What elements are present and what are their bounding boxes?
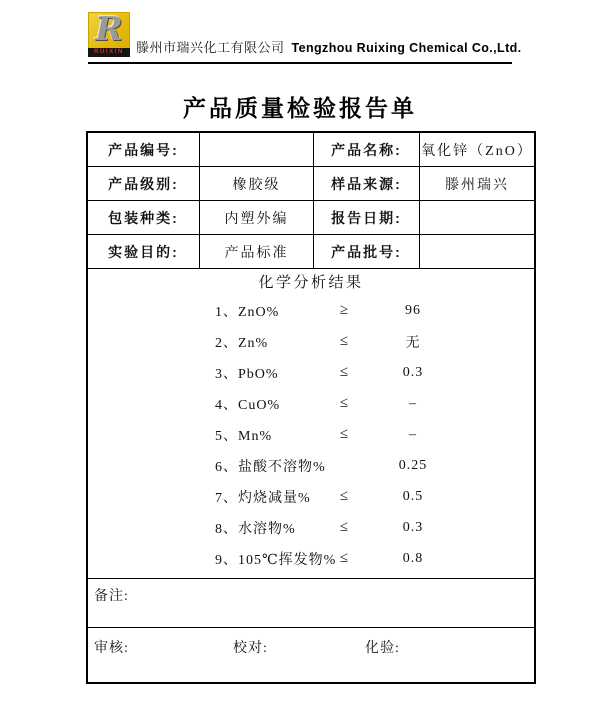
analysis-title: 化学分析结果	[258, 275, 364, 291]
info-label-r2-c3: 样品来源:	[314, 167, 420, 201]
review-label: 审核:	[94, 641, 129, 656]
analysis-item-relation: ≤	[339, 519, 349, 535]
info-value-r4-c4	[420, 235, 534, 269]
analysis-item-value: –	[409, 395, 417, 411]
analysis-item-value: –	[409, 426, 417, 442]
company-logo	[88, 9, 130, 57]
analysis-item	[88, 450, 534, 481]
info-value-r1-c4: 氧化锌（ZnO）	[420, 133, 534, 167]
info-value-r3-c4	[420, 201, 534, 235]
company-name-en: Tengzhou Ruixing Chemical Co.,Ltd.	[291, 41, 522, 55]
remarks-label: 备注:	[94, 589, 129, 604]
analysis-item-value: 0.3	[402, 519, 424, 535]
analysis-item-name: 6、盐酸不溶物%	[215, 459, 326, 475]
analysis-item-relation: ≤	[339, 395, 349, 411]
analysis-item-value: 0.5	[402, 488, 424, 504]
info-value-r3-c2: 内塑外编	[200, 201, 314, 235]
signature-row	[88, 628, 534, 682]
analysis-item-value: 96	[405, 302, 421, 318]
analysis-item-name: 5、Mn%	[215, 428, 273, 444]
company-name	[136, 37, 522, 57]
info-value-r2-c4: 滕州瑞兴	[420, 167, 534, 201]
analysis-item-name: 3、PbO%	[215, 366, 279, 382]
analysis-item-value: 0.8	[402, 550, 424, 566]
analysis-item-name: 4、CuO%	[215, 397, 281, 413]
info-value-r4-c2: 产品标准	[200, 235, 314, 269]
info-label-r4-c3: 产品批号:	[314, 235, 420, 269]
info-label-r1-c3: 产品名称:	[314, 133, 420, 167]
analysis-item-relation: ≤	[339, 550, 349, 566]
analysis-item-name: 9、105℃挥发物%	[215, 552, 337, 568]
info-label-r4-c1: 实验目的:	[88, 235, 200, 269]
analysis-section	[88, 269, 534, 579]
info-label-r3-c3: 报告日期:	[314, 201, 420, 235]
analysis-item-value: 0.3	[402, 364, 424, 380]
analysis-item-value: 无	[405, 335, 421, 351]
analysis-item-relation: ≤	[339, 364, 349, 380]
analysis-items	[88, 295, 534, 574]
analysis-item-name: 1、ZnO%	[215, 304, 280, 320]
analysis-item	[88, 295, 534, 326]
analysis-item-relation: ≤	[339, 333, 349, 349]
info-label-r3-c1: 包装种类:	[88, 201, 200, 235]
analysis-item-name: 8、水溶物%	[215, 521, 296, 537]
test-label: 化验:	[365, 641, 400, 656]
info-label-r2-c1: 产品级别:	[88, 167, 200, 201]
analysis-item-name: 7、灼烧减量%	[215, 490, 311, 506]
analysis-item-relation: ≤	[339, 488, 349, 504]
analysis-item-value: 0.25	[398, 457, 428, 473]
info-value-r2-c2: 橡胶级	[200, 167, 314, 201]
header	[88, 9, 522, 64]
analysis-item	[88, 419, 534, 450]
proofread-label: 校对:	[233, 641, 268, 656]
info-value-r1-c2	[200, 133, 314, 167]
company-name-cn: 滕州市瑞兴化工有限公司	[136, 40, 285, 55]
analysis-item	[88, 326, 534, 357]
analysis-item	[88, 388, 534, 419]
report-title: 产品质量检验报告单	[183, 95, 417, 121]
logo-brand-text: RUIXIN	[88, 48, 130, 57]
analysis-item-relation: ≥	[339, 302, 349, 318]
analysis-item	[88, 357, 534, 388]
analysis-item	[88, 481, 534, 512]
report-table	[86, 131, 536, 684]
info-label-r1-c1: 产品编号:	[88, 133, 200, 167]
remarks-row	[88, 579, 534, 628]
analysis-item-name: 2、Zn%	[215, 335, 269, 351]
analysis-item	[88, 543, 534, 574]
analysis-item	[88, 512, 534, 543]
analysis-item-relation: ≤	[339, 426, 349, 442]
logo-r-glyph: R	[95, 9, 123, 48]
product-info-grid	[88, 133, 534, 269]
